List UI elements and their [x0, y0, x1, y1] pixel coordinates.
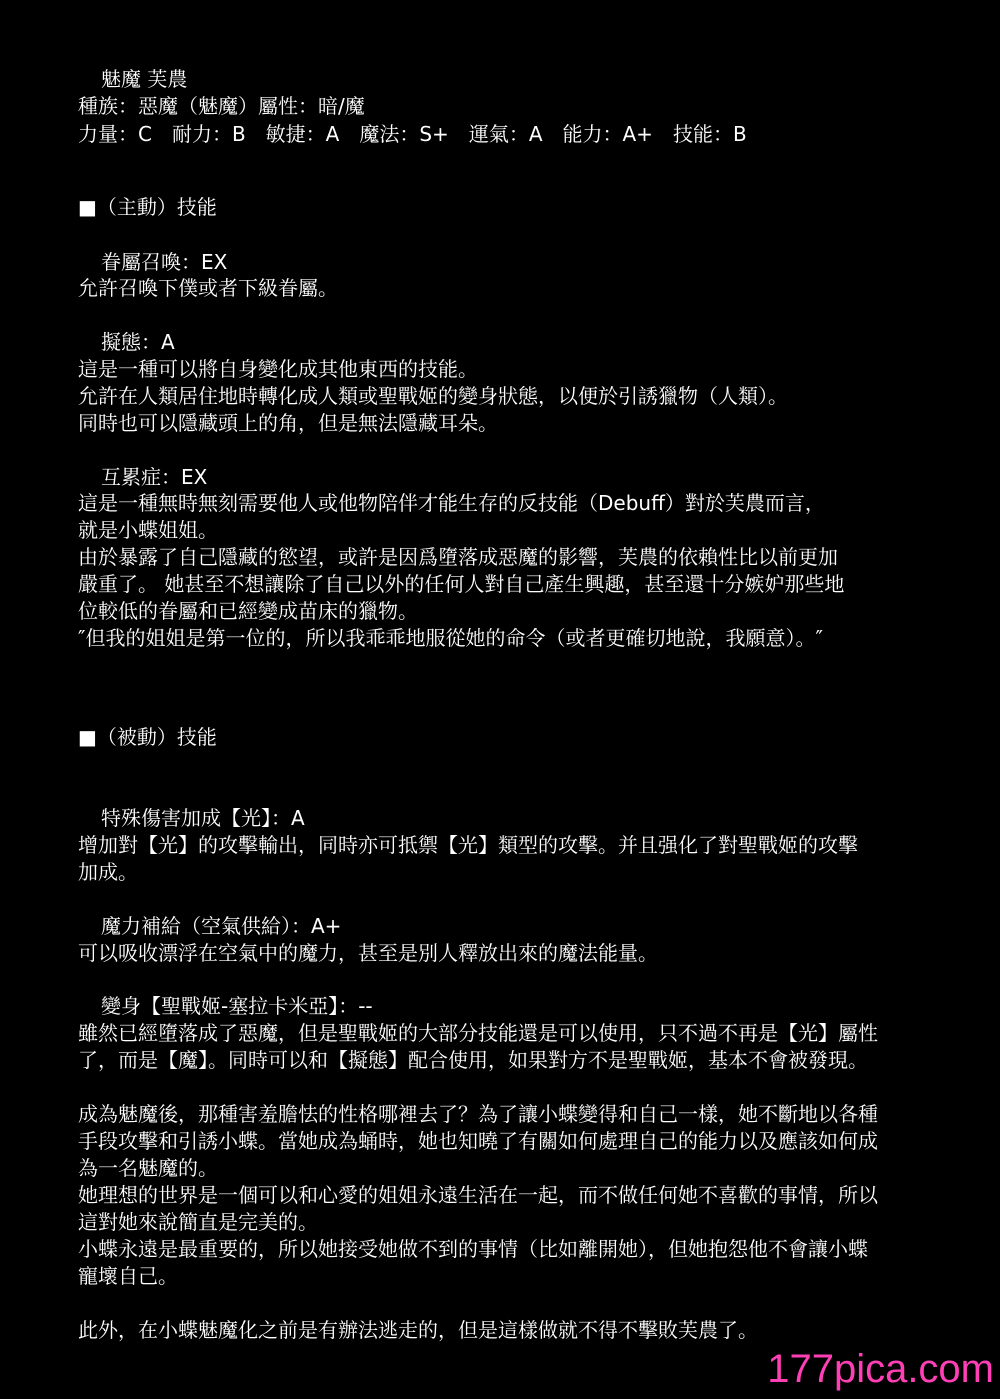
story-paragraph-line: 小蝶永遠是最重要的，所以她接受她做不到的事情（比如離開她），但她抱怨他不會讓小蝶 [78, 1237, 868, 1261]
story-paragraph-line: 為一名魅魔的。 [78, 1156, 218, 1180]
skill-description: 由於暴露了自己隱藏的慾望，或許是因爲墮落成惡魔的影響，芙農的依賴性比以前更加 [78, 545, 838, 569]
skill-description: 可以吸收漂浮在空氣中的魔力，甚至是別人釋放出來的魔法能量。 [78, 941, 658, 965]
skill-description: 雖然已經墮落成了惡魔，但是聖戰姬的大部分技能還是可以使用，只不過不再是【光】屬性 [78, 1021, 878, 1045]
skill-description: 加成。 [78, 860, 138, 884]
skill-title: 魔力補給（空氣供給）：A+ [101, 914, 342, 938]
skill-description: 就是小蝶姐姐。 [78, 518, 218, 542]
skill-description: 位較低的眷屬和已經變成苗床的獵物。 [78, 599, 418, 623]
skill-description: 增加對【光】的攻擊輸出，同時亦可抵禦【光】類型的攻擊。并且强化了對聖戰姬的攻擊 [78, 833, 858, 857]
story-paragraph-line: 她理想的世界是一個可以和心愛的姐姐永遠生活在一起，而不做任何她不喜歡的事情，所以 [78, 1183, 878, 1207]
skill-title: 特殊傷害加成【光】：A [101, 806, 305, 830]
skill-title: 互累症：EX [101, 465, 208, 489]
story-paragraph-line: 手段攻擊和引誘小蝶。當她成為蛹時，她也知曉了有關如何處理自己的能力以及應該如何成 [78, 1129, 878, 1153]
skill-description: 這是一種無時無刻需要他人或他物陪伴才能生存的反技能（Debuff）對於芙農而言， [78, 491, 825, 515]
passive-skills-heading: ■（被動）技能 [78, 725, 217, 749]
active-skills-heading: ■（主動）技能 [78, 195, 217, 219]
skill-description: 這是一種可以將自身變化成其他東西的技能。 [78, 357, 478, 381]
skill-description: 了，而是【魔】。同時可以和【擬態】配合使用，如果對方不是聖戰姬，基本不會被發現。 [78, 1048, 868, 1072]
skill-title: 變身【聖戰姬-塞拉卡米亞】：-- [101, 994, 373, 1018]
skill-description: 嚴重了。 她甚至不想讓除了自己以外的任何人對自己產生興趣，甚至還十分嫉妒那些地 [78, 572, 845, 596]
race-attribute: 種族：惡魔（魅魔）屬性：暗/魔 [78, 94, 365, 118]
skill-title: 擬態：A [101, 330, 175, 354]
skill-description: 允許在人類居住地時轉化成人類或聖戰姬的變身狀態，以便於引誘獵物（人類）。 [78, 384, 788, 408]
skill-description: 允許召喚下僕或者下級眷屬。 [78, 276, 338, 300]
skill-description: 同時也可以隱藏頭上的角，但是無法隱藏耳朵。 [78, 411, 498, 435]
skill-title: 眷屬召喚：EX [101, 250, 228, 274]
stats-line: 力量：C 耐力：B 敏捷：A 魔法：S+ 運氣：A 能力：A+ 技能：B [78, 122, 747, 146]
story-paragraph-line: 這對她來說簡直是完美的。 [78, 1210, 318, 1234]
story-paragraph-line: 成為魅魔後，那種害羞膽怯的性格哪裡去了？為了讓小蝶變得和自己一樣，她不斷地以各種 [78, 1102, 878, 1126]
character-name: 魅魔 芙農 [101, 67, 188, 91]
story-paragraph-line: 寵壞自己。 [78, 1264, 178, 1288]
site-watermark: 177pica.com [767, 1347, 994, 1391]
skill-quote: ″但我的姐姐是第一位的，所以我乖乖地服從她的命令（或者更確切地說，我願意）。″ [78, 626, 823, 650]
closing-line: 此外，在小蝶魅魔化之前是有辦法逃走的，但是這樣做就不得不擊敗芙農了。 [78, 1318, 758, 1342]
